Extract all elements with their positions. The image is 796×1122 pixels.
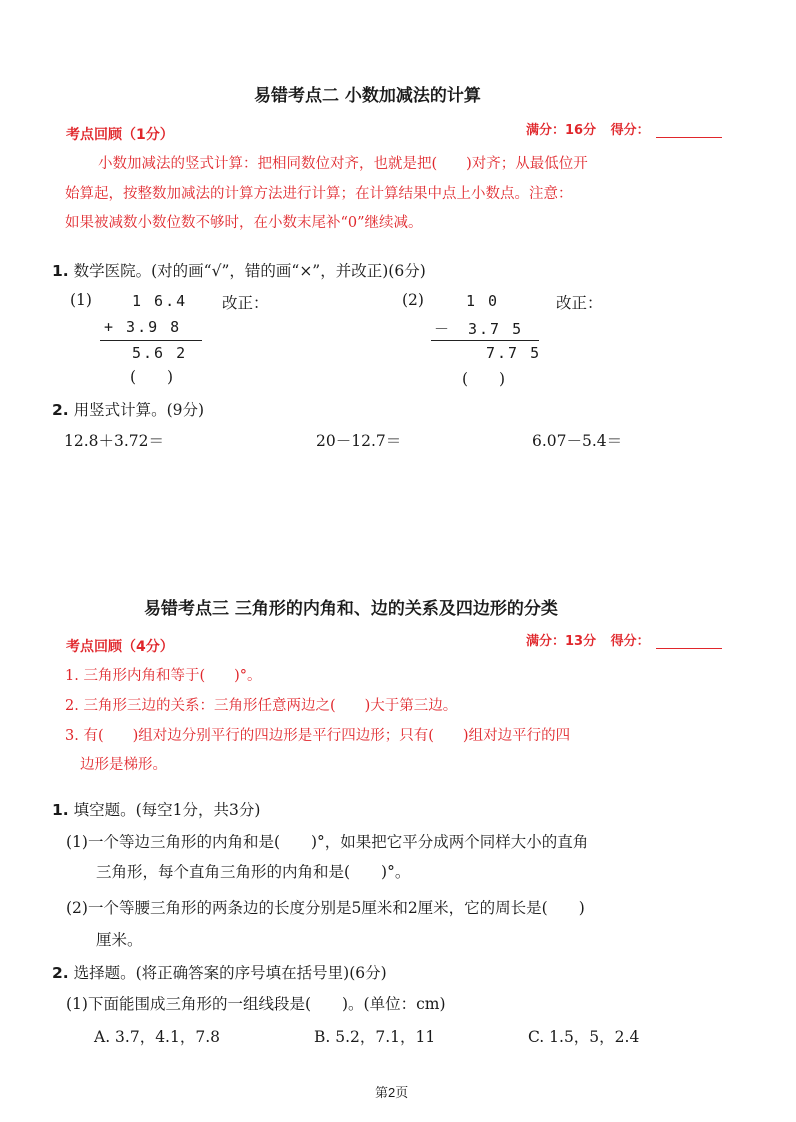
q1-p2-result: 7.7 5 <box>486 344 542 362</box>
q1-p1-fix-label: 改正： <box>222 294 269 312</box>
s3-q1-line-4: 厘米。 <box>96 931 143 949</box>
q1-p2-answer-paren[interactable]: ( ) <box>462 370 506 388</box>
section2-q1-text: 数学医院。(对的画“√”，错的画“×”，并改正)(6分) <box>73 262 426 280</box>
s3-q2-option-c[interactable]: C. 1.5，5，2.4 <box>528 1028 640 1046</box>
q1-p2-top-number: 1 0 <box>466 292 500 310</box>
section3-q1 <box>52 798 260 820</box>
s3-q1-line-3: (2)一个等腰三角形的两条边的长度分别是5厘米和2厘米，它的周长是( ) <box>66 899 585 917</box>
section3-q2 <box>52 961 387 983</box>
q2-item-1: 12.8＋3.72＝ <box>64 432 165 450</box>
section2-review-line-2: 始算起，按整数加减法的计算方法进行计算；在计算结果中点上小数点。注意： <box>65 186 573 202</box>
section2-q1-num: 1. <box>52 262 69 280</box>
section2-review-line-3: 如果被减数小数位数不够时，在小数末尾补“0”继续减。 <box>65 215 423 231</box>
page-number: 第2页 <box>375 1085 409 1100</box>
section2-review-label: 考点回顾（1分） <box>66 127 174 143</box>
q2-item-2: 20－12.7＝ <box>316 432 402 450</box>
section3-score-blank[interactable] <box>656 634 722 649</box>
section2-q2-num: 2. <box>52 401 69 419</box>
s3-q2-sub: (1)下面能围成三角形的一组线段是( )。(单位：cm) <box>66 995 446 1013</box>
section3-q1-text: 填空题。(每空1分，共3分) <box>73 801 261 819</box>
q1-p1-label: (1) <box>70 291 92 309</box>
s3-q1-line-1: (1)一个等边三角形的内角和是( )°，如果把它平分成两个同样大小的直角 <box>66 833 589 851</box>
section2-score-label: 得分： <box>610 123 650 138</box>
q1-p2-rule <box>431 340 539 341</box>
section2-q1 <box>52 259 426 281</box>
section3-review-line-3: 3. 有( )组对边分别平行的四边形是平行四边形；只有( )组对边平行的四 <box>65 728 571 744</box>
q1-p2-operand: － 3.7 5 <box>434 320 524 338</box>
section3-full-score: 满分：13分 <box>526 634 597 649</box>
q1-p1-result: 5.6 2 <box>132 344 188 362</box>
q1-p2-label: (2) <box>402 291 424 309</box>
section3-q2-num: 2. <box>52 964 69 982</box>
q1-p1-top-number: 1 6.4 <box>132 292 188 310</box>
section3-review-line-1: 1. 三角形内角和等于( )°。 <box>65 668 262 684</box>
section3-q2-text: 选择题。(将正确答案的序号填在括号里)(6分) <box>73 964 387 982</box>
section2-score-box <box>526 119 722 138</box>
section2-title: 易错考点二 小数加减法的计算 <box>254 86 481 106</box>
section3-review-label: 考点回顾（4分） <box>66 639 174 655</box>
section2-q2-text: 用竖式计算。(9分) <box>73 401 205 419</box>
section3-title: 易错考点三 三角形的内角和、边的关系及四边形的分类 <box>144 599 558 619</box>
section3-q1-num: 1. <box>52 801 69 819</box>
section2-review-line-1: 小数加减法的竖式计算：把相同数位对齐，也就是把( )对齐；从最低位开 <box>98 156 588 172</box>
s3-q2-option-a[interactable]: A. 3.7，4.1，7.8 <box>94 1028 220 1046</box>
q1-p1-answer-paren[interactable]: ( ) <box>130 368 174 386</box>
section3-score-box <box>526 630 722 649</box>
section3-score-label: 得分： <box>610 634 650 649</box>
q2-item-3: 6.07－5.4＝ <box>532 432 623 450</box>
q1-p1-operand: + 3.9 8 <box>104 318 182 336</box>
q1-p2-fix-label: 改正： <box>556 294 603 312</box>
section3-review-line-2: 2. 三角形三边的关系：三角形任意两边之( )大于第三边。 <box>65 698 458 714</box>
section2-score-blank[interactable] <box>656 123 722 138</box>
section2-full-score: 满分：16分 <box>526 123 597 138</box>
q1-p1-rule <box>100 340 202 341</box>
s3-q2-option-b[interactable]: B. 5.2，7.1，11 <box>314 1028 436 1046</box>
s3-q1-line-2: 三角形，每个直角三角形的内角和是( )°。 <box>96 863 411 881</box>
section3-review-line-4: 边形是梯形。 <box>80 757 167 773</box>
section2-q2 <box>52 398 204 420</box>
